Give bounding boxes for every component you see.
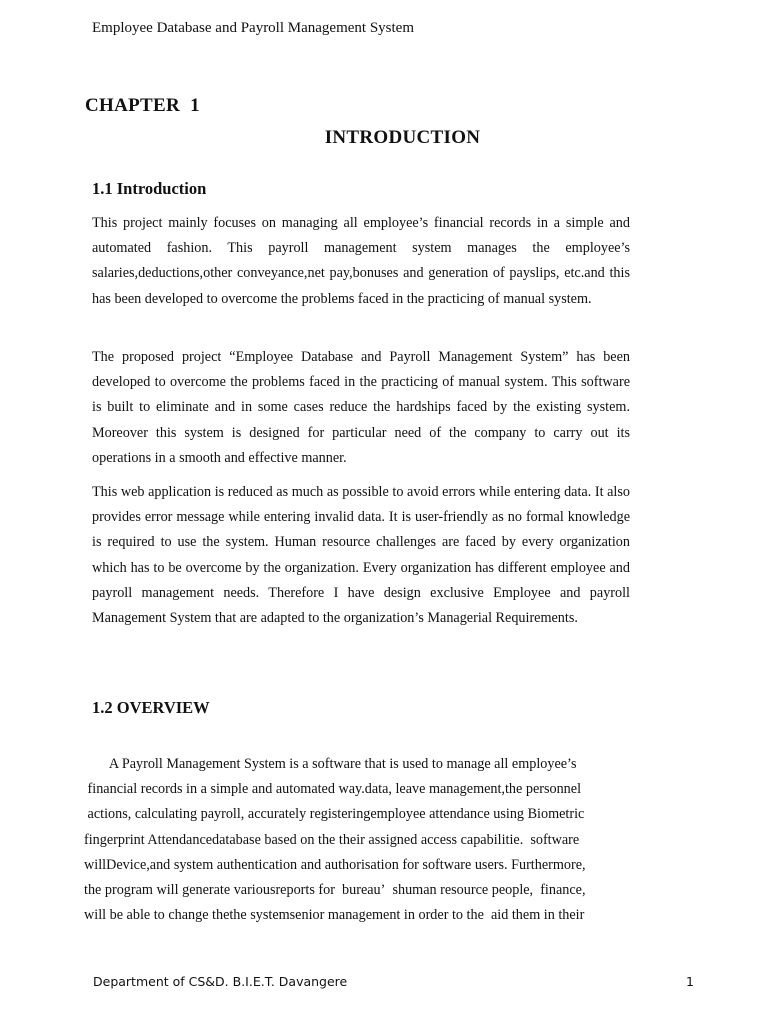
page-number: 1	[686, 974, 694, 989]
section-heading-overview: 1.2 OVERVIEW	[92, 698, 210, 717]
chapter-label: CHAPTER 1	[85, 95, 200, 116]
footer-department: Department of CS&D. B.I.E.T. Davangere	[93, 974, 348, 989]
section-heading-introduction: 1.1 Introduction	[92, 179, 207, 198]
introduction-paragraph-1: This project mainly focuses on managing all employee’s financial records in a simple and automated fashion. This payroll management system manages the employee’s salaries,deductions,other conveyance,net pay,bonuses and generation of payslips, etc.and this has been developed to overcome the problems faced in the practicing of manual system.	[92, 215, 630, 307]
introduction-paragraph-3: This web application is reduced as much as possible to avoid errors while entering data. It also provides error message while entering invalid data. It is user-friendly as no formal knowledge is required to use the system. Human resource challenges are faced by every organization which has to be overcome by the organization. Every organization has different employee and payroll management needs. Therefore I have design exclusive Employee and payroll Management System that are adapted to the organization’s Managerial Requirements.	[92, 484, 630, 627]
overview-line: the program will generate variousreports for bureau’ shuman resource people, finance,	[84, 882, 586, 899]
overview-line: fingerprint Attendancedatabase based on the their assigned access capabilitie. software	[84, 831, 580, 848]
chapter-title: INTRODUCTION	[324, 127, 481, 148]
introduction-paragraph-2: The proposed project “Employee Database and Payroll Management System” has been developed to overcome the problems faced in the practicing of manual system. This software is built to eliminate and in some cases reduce the hardships faced by the existing system. Moreover this system is designed for particular need of the company to carry out its operations in a smooth and effective manner.	[92, 349, 630, 466]
overview-line: A Payroll Management System is a software that is used to manage all employee’s	[84, 756, 577, 772]
running-header: Employee Database and Payroll Management System	[92, 20, 414, 36]
overview-paragraph	[84, 752, 630, 928]
overview-line: willDevice,and system authentication and authorisation for software users. Furthermore,	[84, 856, 586, 873]
overview-line: will be able to change thethe systemsenior management in order to the aid them in their	[84, 907, 585, 924]
overview-line: financial records in a simple and automated way.data, leave management,the personnel	[84, 781, 582, 798]
overview-line: actions, calculating payroll, accurately registeringemployee attendance using Biometric	[84, 806, 585, 823]
